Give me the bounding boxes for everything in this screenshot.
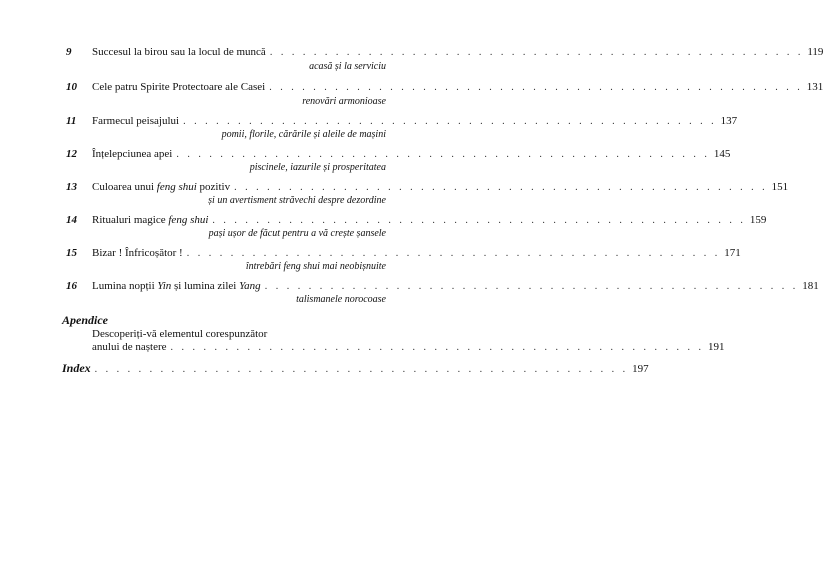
toc-line <box>92 214 767 227</box>
chapter-subtitle: și un avertisment străvechi despre dezordine <box>208 195 386 206</box>
title-part-italic: Yin <box>157 280 172 292</box>
title-part: și lumina zilei <box>171 280 240 292</box>
appendix-heading: Apendice <box>62 313 108 327</box>
index-label: Index <box>62 361 91 375</box>
page-number: 131 <box>806 81 823 93</box>
chapter-number: 10 <box>66 81 77 93</box>
dot-leader: . . . . . . . . . . . . . . . . . . . . . . . . . . . . . . . . . . . . . . . . . . . . . . . . . <box>234 182 768 193</box>
toc-line <box>92 280 819 293</box>
chapter-number: 15 <box>66 247 77 259</box>
chapter-number: 11 <box>66 115 77 127</box>
title-part: pozitiv <box>196 181 231 193</box>
dot-leader: . . . . . . . . . . . . . . . . . . . . . . . . . . . . . . . . . . . . . . . . . . . . . . . . . <box>269 47 804 58</box>
page-number: 145 <box>713 148 731 160</box>
chapter-title <box>92 214 208 227</box>
page-number: 119 <box>807 46 823 58</box>
appendix-title: anului de naștere <box>92 341 167 353</box>
chapter-number: 16 <box>66 280 77 292</box>
toc-line <box>92 247 741 260</box>
subtitle-part: întrebări feng shui <box>245 261 323 272</box>
chapter-title: Farmecul peisajului <box>92 115 180 127</box>
title-part-italic: feng shui <box>168 214 209 226</box>
chapter-subtitle: renovări armonioase <box>302 96 386 107</box>
page-number: 137 <box>720 115 738 127</box>
chapter-title: Bizar ! Înfricoșător ! <box>92 247 183 259</box>
toc-line <box>92 115 738 128</box>
page-number: 181 <box>802 280 819 292</box>
chapter-number: 13 <box>66 181 77 193</box>
page-number: 171 <box>724 247 741 259</box>
page-number: 197 <box>632 363 649 375</box>
title-part: Culoarea unui <box>92 181 157 193</box>
chapter-subtitle <box>126 261 386 273</box>
dot-leader: . . . . . . . . . . . . . . . . . . . . . . . . . . . . . . . . . . . . . . . . . . . . . . . . . <box>183 116 717 127</box>
chapter-number: 9 <box>66 46 72 58</box>
title-part: Ritualuri magice <box>92 214 169 226</box>
appendix-line-2 <box>92 341 725 353</box>
chapter-subtitle: talismanele norocoase <box>296 294 386 305</box>
dot-leader: . . . . . . . . . . . . . . . . . . . . . . . . . . . . . . . . . . . . . . . . . . . . . . . . . <box>94 364 629 375</box>
subtitle-part-italic: mai neobișnuite <box>322 261 386 272</box>
title-part-italic: feng shui <box>156 181 197 193</box>
title-part-italic: Yang <box>239 280 261 292</box>
dot-leader: . . . . . . . . . . . . . . . . . . . . . . . . . . . . . . . . . . . . . . . . . . . . . . . . . <box>212 215 746 226</box>
chapter-title <box>92 181 230 194</box>
toc-line <box>92 148 731 161</box>
dot-leader: . . . . . . . . . . . . . . . . . . . . . . . . . . . . . . . . . . . . . . . . . . . . . . . . . <box>186 248 721 259</box>
toc-line <box>92 81 823 94</box>
chapter-subtitle: pași ușor de făcut pentru a vă crește șansele <box>208 228 386 239</box>
page-number: 191 <box>708 341 725 353</box>
dot-leader: . . . . . . . . . . . . . . . . . . . . . . . . . . . . . . . . . . . . . . . . . . . . . . . . . <box>170 342 705 353</box>
chapter-title: Cele patru Spirite Protectoare ale Casei <box>92 81 266 93</box>
chapter-subtitle: pomii, florile, cărările și aleile de mașini <box>221 129 386 140</box>
dot-leader: . . . . . . . . . . . . . . . . . . . . . . . . . . . . . . . . . . . . . . . . . . . . . . . . . <box>264 281 799 292</box>
index-line <box>62 361 649 376</box>
chapter-title: Înțelepciunea apei <box>92 148 173 160</box>
chapter-subtitle: acasă și la serviciu <box>309 61 386 72</box>
title-part: Lumina nopții <box>92 280 158 292</box>
chapter-title <box>92 280 261 293</box>
dot-leader: . . . . . . . . . . . . . . . . . . . . . . . . . . . . . . . . . . . . . . . . . . . . . . . . . <box>269 82 803 93</box>
dot-leader: . . . . . . . . . . . . . . . . . . . . . . . . . . . . . . . . . . . . . . . . . . . . . . . . . <box>176 149 710 160</box>
chapter-number: 12 <box>66 148 77 160</box>
chapter-number: 14 <box>66 214 77 226</box>
toc-line <box>92 46 823 59</box>
page-number: 151 <box>771 181 789 193</box>
chapter-subtitle: piscinele, iazurile și prosperitatea <box>249 162 386 173</box>
toc-line <box>92 181 789 194</box>
page-number: 159 <box>749 214 767 226</box>
chapter-title: Succesul la birou sau la locul de muncă <box>92 46 266 58</box>
appendix-line-1: Descoperiți-vă elementul corespunzător <box>92 328 268 340</box>
